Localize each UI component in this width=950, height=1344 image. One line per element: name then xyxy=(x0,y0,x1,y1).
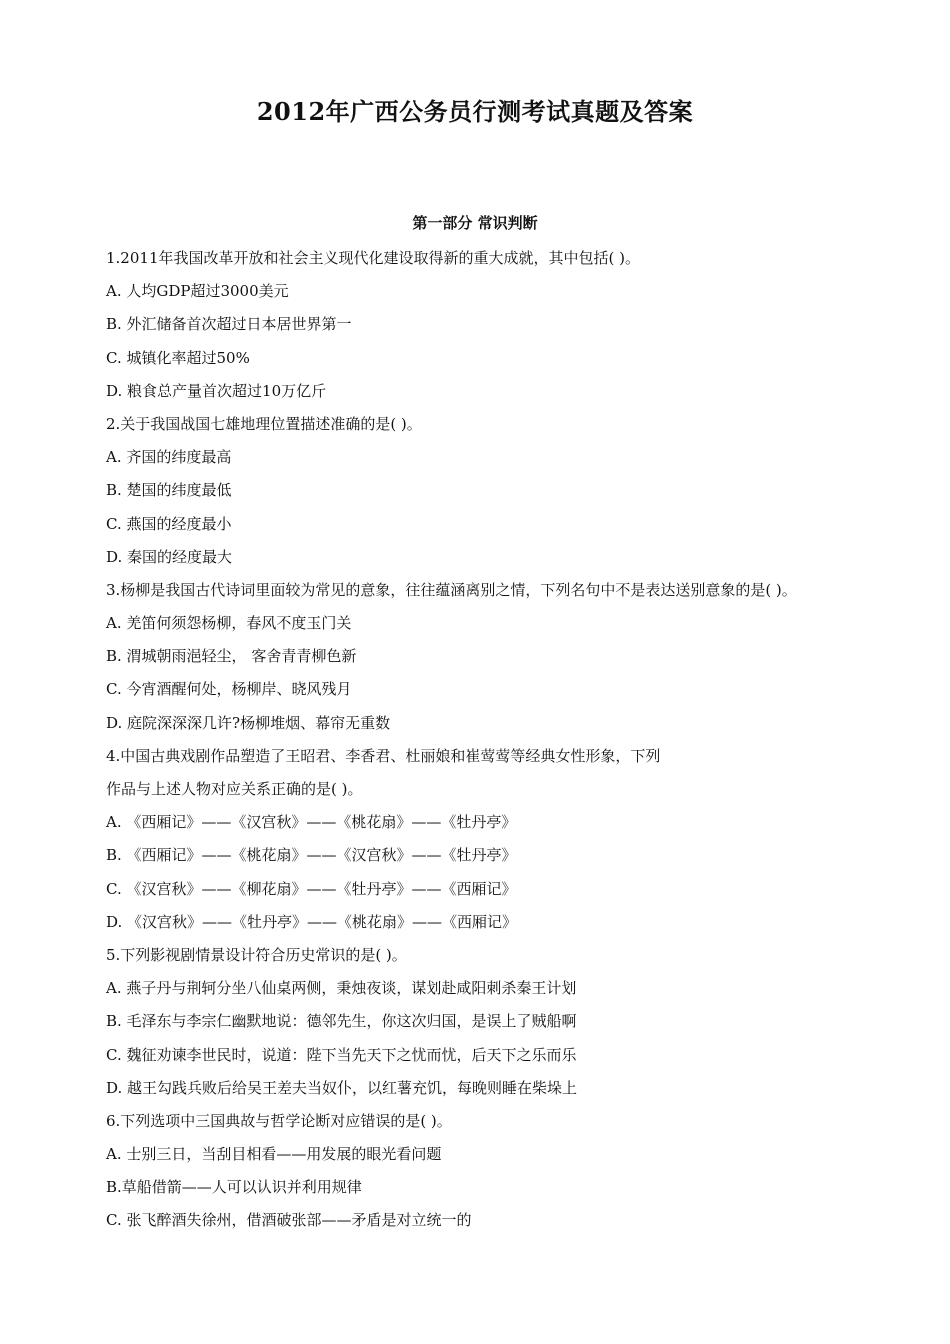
question-1-option-c: C. 城镇化率超过50% xyxy=(106,348,250,367)
question-1-stem: 1.2011年我国改革开放和社会主义现代化建设取得新的重大成就，其中包括( )。 xyxy=(106,249,640,267)
question-1-option-a: A. 人均GDP超过3000美元 xyxy=(106,282,289,301)
question-2-stem: 2.关于我国战国七雄地理位置描述准确的是( )。 xyxy=(106,414,422,433)
question-5-option-a: A. 燕子丹与荆轲分坐八仙桌两侧，秉烛夜谈，谋划赴咸阳刺杀秦王计划 xyxy=(106,979,577,998)
question-3-option-d: D. 庭院深深深几许?杨柳堆烟、幕帘无重数 xyxy=(106,713,391,732)
question-6-option-a: A. 士别三日，当刮目相看——用发展的眼光看问题 xyxy=(106,1145,442,1164)
document-title: 2012年广西公务员行测考试真题及答案 xyxy=(256,97,694,126)
question-4-option-b: B. 《西厢记》——《桃花扇》——《汉宫秋》——《牡丹亭》 xyxy=(106,846,517,865)
question-6-option-b: B.草船借箭——人可以认识并利用规律 xyxy=(106,1178,362,1197)
question-2-option-b: B. 楚国的纬度最低 xyxy=(106,481,232,500)
question-3-option-b: B. 渭城朝雨浥轻尘， 客舍青青柳色新 xyxy=(106,647,357,666)
question-3-option-c: C. 今宵酒醒何处，杨柳岸、晓风残月 xyxy=(106,680,352,699)
question-4-option-c: C. 《汉宫秋》——《柳花扇》——《牡丹亭》——《西厢记》 xyxy=(106,879,517,898)
question-1-option-d: D. 粮食总产量首次超过10万亿斤 xyxy=(106,381,327,400)
question-6-option-c: C. 张飞醉酒失徐州，借酒破张部——矛盾是对立统一的 xyxy=(106,1211,472,1230)
question-4-option-d: D. 《汉宫秋》——《牡丹亭》——《桃花扇》——《西厢记》 xyxy=(106,912,518,931)
question-2-option-d: D. 秦国的经度最大 xyxy=(106,547,233,566)
question-6-stem: 6.下列选项中三国典故与哲学论断对应错误的是( )。 xyxy=(106,1111,452,1130)
question-5-option-d: D. 越王勾践兵败后给吴王差夫当奴仆，以红薯充饥，每晚则睡在柴垛上 xyxy=(106,1078,578,1097)
question-4-stem-line-1: 4.中国古典戏剧作品塑造了王昭君、李香君、杜丽娘和崔莺莺等经典女性形象，下列 xyxy=(106,746,661,765)
question-5-stem: 5.下列影视剧情景设计符合历史常识的是( )。 xyxy=(106,945,407,964)
question-1-option-b: B. 外汇储备首次超过日本居世界第一 xyxy=(106,315,352,334)
question-5-option-b: B. 毛泽东与李宗仁幽默地说：德邻先生，你这次归国，是误上了贼船啊 xyxy=(106,1012,577,1031)
question-4-option-a: A. 《西厢记》——《汉宫秋》——《桃花扇》——《牡丹亭》 xyxy=(106,813,517,832)
question-2-option-a: A. 齐国的纬度最高 xyxy=(106,448,232,467)
section-title: 第一部分 常识判断 xyxy=(412,214,538,232)
question-3-option-a: A. 羌笛何须怨杨柳，春风不度玉门关 xyxy=(106,614,352,633)
question-3-stem: 3.杨柳是我国古代诗词里面较为常见的意象，往往蕴涵离别之情，下列名句中不是表达送别意象的是( )。 xyxy=(106,580,797,599)
question-list xyxy=(106,246,906,1242)
question-2-option-c: C. 燕国的经度最小 xyxy=(106,514,232,533)
question-5-option-c: C. 魏征劝谏李世民时，说道：陛下当先天下之忧而忧，后天下之乐而乐 xyxy=(106,1045,577,1064)
question-4-stem-line-2: 作品与上述人物对应关系正确的是( )。 xyxy=(106,780,363,798)
